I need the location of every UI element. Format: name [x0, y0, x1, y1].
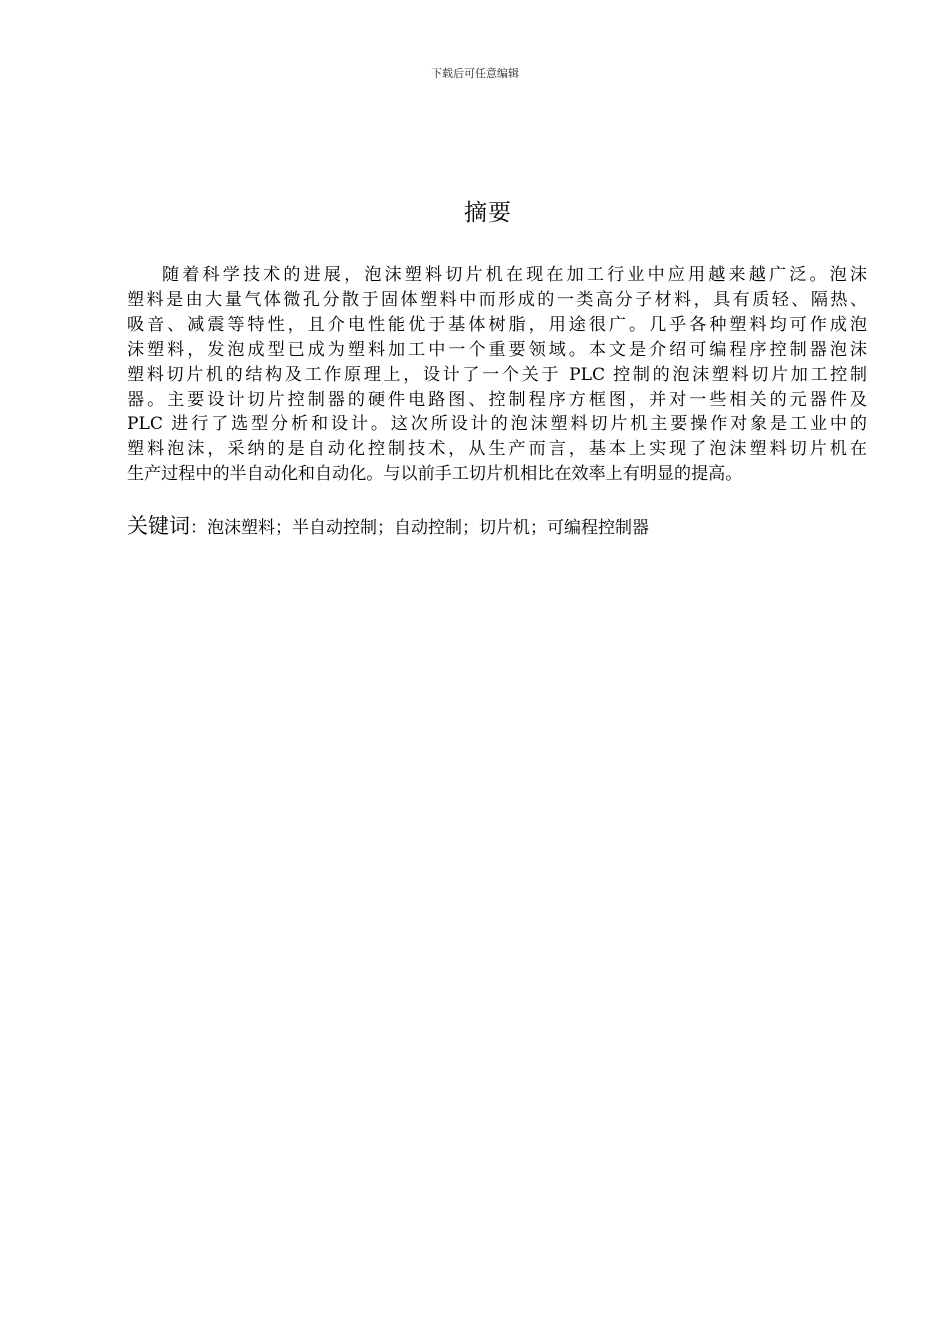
keywords-label: 关键词 [127, 514, 190, 538]
header-note: 下载后可任意编辑 [431, 67, 519, 80]
abstract-line: 吸音、减震等特性，且介电性能优于基体树脂，用途很广。几乎各种塑料均可作成泡 [127, 314, 867, 335]
abstract-line: 器。主要设计切片控制器的硬件电路图、控制程序方框图，并对一些相关的元器件及 [127, 389, 867, 410]
abstract-paragraph [127, 263, 867, 487]
abstract-line: 沫塑料，发泡成型已成为塑料加工中一个重要领域。本文是介绍可编程序控制器泡沫 [127, 339, 867, 360]
abstract-line: 随着科学技术的进展，泡沫塑料切片机在现在加工行业中应用越来越广泛。泡沫 [162, 265, 867, 285]
page-title: 摘要 [464, 200, 512, 226]
abstract-line: PLC 进行了选型分析和设计。这次所设计的泡沫塑料切片机主要操作对象是工业中的 [127, 414, 867, 435]
keywords-line [127, 512, 867, 542]
keywords-text: ：泡沫塑料；半自动控制；自动控制；切片机；可编程控制器 [190, 518, 649, 538]
abstract-line: 生产过程中的半自动化和自动化。与以前手工切片机相比在效率上有明显的提高。 [127, 464, 743, 485]
abstract-line: 塑料切片机的结构及工作原理上，设计了一个关于 PLC 控制的泡沫塑料切片加工控制 [127, 364, 867, 385]
abstract-line: 塑料泡沫，采纳的是自动化控制技术，从生产而言，基本上实现了泡沫塑料切片机在 [127, 439, 867, 460]
abstract-line: 塑料是由大量气体微孔分散于固体塑料中而形成的一类高分子材料，具有质轻、隔热、 [127, 289, 867, 310]
